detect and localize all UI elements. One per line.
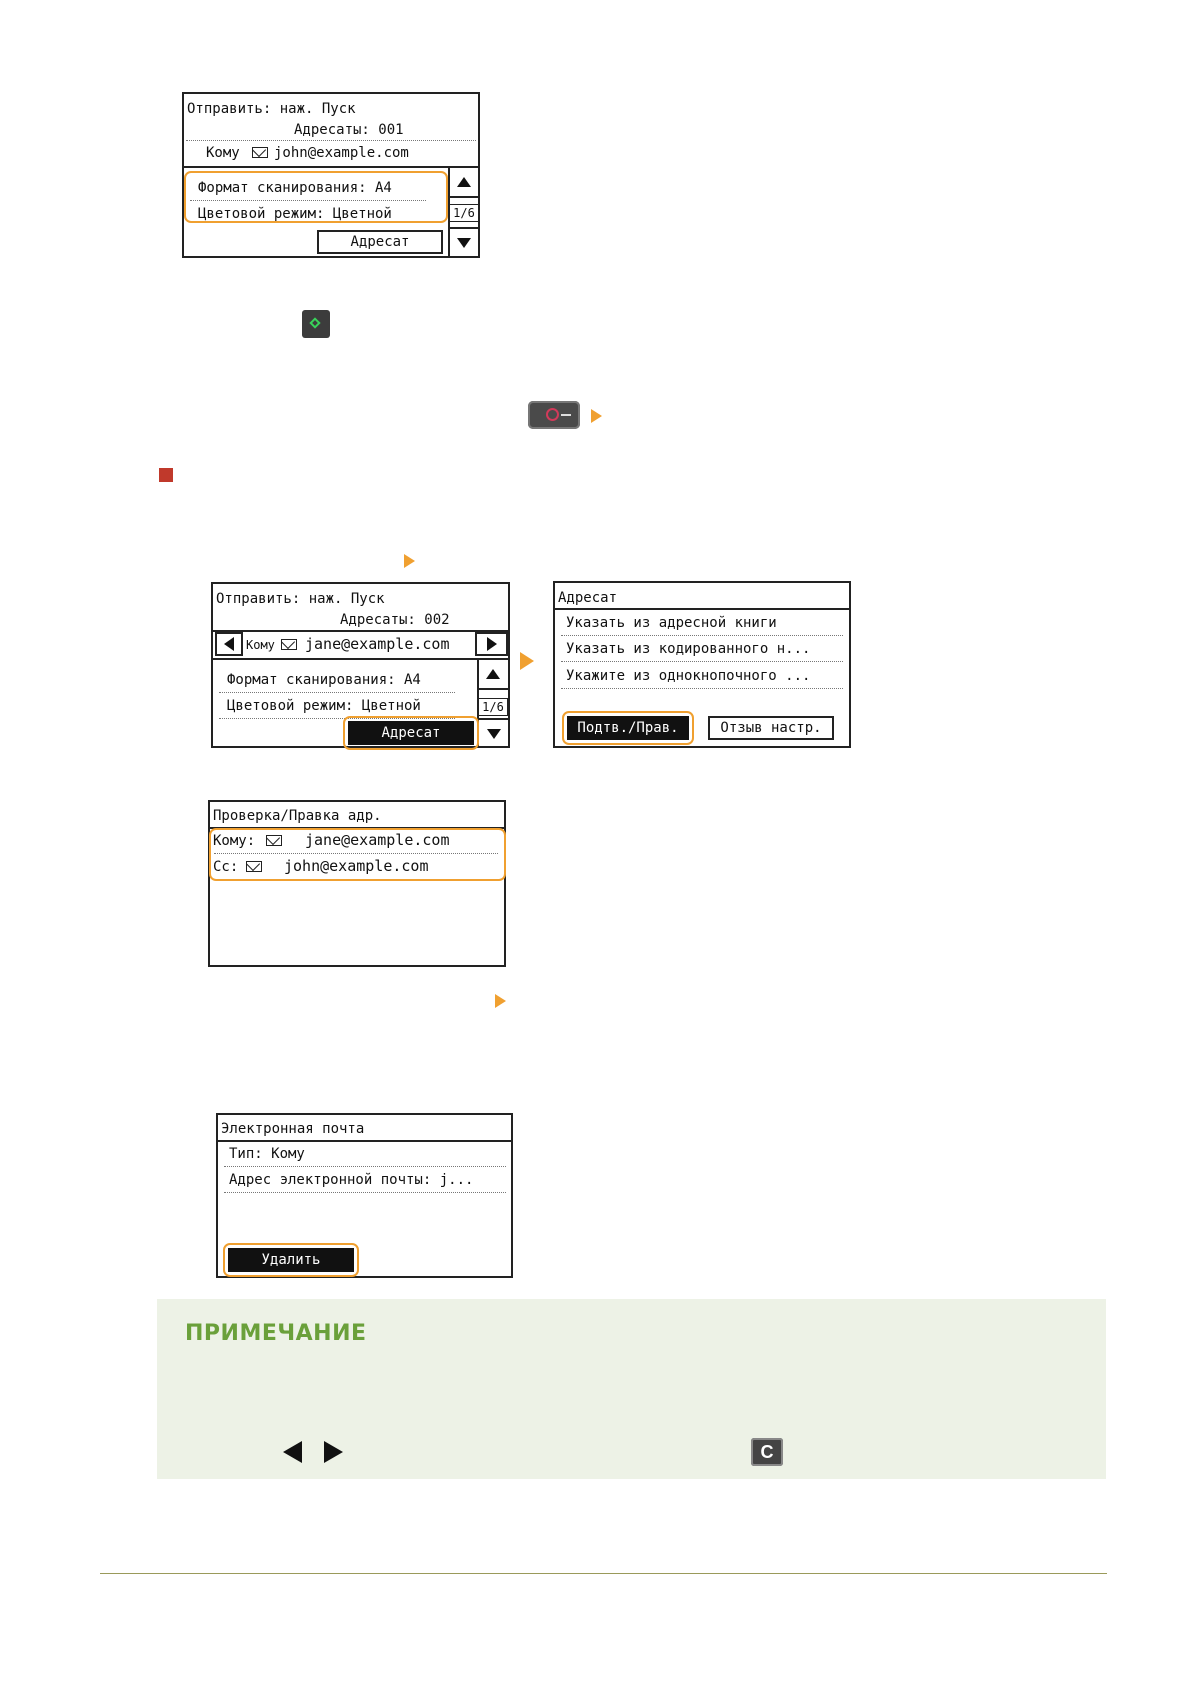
screen-title: Адресат [558,590,618,606]
color-mode-setting[interactable]: Цветовой режим: Цветной [198,206,392,222]
email-address-row[interactable]: Адрес электронной почты: j... [229,1172,474,1188]
screen-title: Электронная почта [221,1121,365,1137]
scroll-down-button[interactable] [477,718,510,748]
clear-key-icon [751,1438,783,1466]
destination-button[interactable]: Адресат [317,230,443,254]
left-arrow-icon [283,1441,302,1463]
clear-key-label: C [760,1441,774,1462]
color-mode-setting[interactable]: Цветовой режим: Цветной [227,698,421,714]
scan-format-setting[interactable]: Формат сканирования: А4 [227,672,421,688]
to-label: Кому [206,145,240,161]
scroll-up-button[interactable] [448,166,480,198]
start-key-icon [302,310,330,338]
delete-button[interactable]: Удалить [228,1248,354,1272]
cc-label: Cc: [213,859,239,875]
note-title: ПРИМЕЧАНИЕ [185,1321,367,1346]
destinations-count: Адресаты: 002 [340,612,450,628]
stop-key-icon [528,401,580,429]
settings-highlight [184,171,448,223]
destinations-count: Адресаты: 001 [294,122,404,138]
page-indicator: 1/6 [478,698,508,716]
lcd-screen-destination [553,581,851,748]
confirm-edit-highlight [562,711,694,745]
scroll-down-button[interactable] [448,227,480,258]
right-arrow-icon [324,1441,343,1463]
footer-divider [100,1573,1107,1574]
to-address: john@example.com [274,145,409,161]
lcd-screen-email [216,1113,513,1278]
coded-dial-option[interactable]: Указать из кодированного н... [566,641,811,657]
delete-button-highlight [223,1243,359,1277]
to-label: Кому: [213,833,256,849]
to-label: Кому [246,638,275,652]
to-address[interactable]: jane@example.com [305,831,450,849]
screen-status-text: Отправить: наж. Пуск [187,101,356,117]
next-step-arrow-icon [591,409,602,423]
screen-status-text: Отправить: наж. Пуск [216,591,385,607]
section-bullet-icon [159,468,173,482]
address-book-option[interactable]: Указать из адресной книги [566,615,777,631]
note-box [157,1299,1106,1479]
screen-title: Проверка/Правка адр. [213,808,382,824]
mail-icon [281,638,297,652]
flow-arrow-icon [520,652,534,670]
lcd-screen-send-2 [211,582,510,748]
destination-button-highlight [343,716,479,750]
confirm-edit-button[interactable]: Подтв./Прав. [567,716,689,740]
destination-button[interactable]: Адресат [348,721,474,745]
lcd-screen-check-edit [208,800,506,967]
type-row[interactable]: Тип: Кому [229,1146,305,1162]
cc-address[interactable]: john@example.com [284,857,429,875]
next-step-arrow-icon-3 [495,994,506,1008]
scroll-up-button[interactable] [477,658,510,690]
lcd-screen-send-1 [182,92,480,258]
next-destination-button[interactable] [475,632,508,656]
scan-format-setting[interactable]: Формат сканирования: А4 [198,180,392,196]
next-step-arrow-icon-2 [404,554,415,568]
previous-destination-button[interactable] [215,632,243,656]
addresses-highlight [209,828,506,881]
one-touch-option[interactable]: Укажите из однокнопочного ... [566,668,811,684]
page-indicator: 1/6 [449,204,479,222]
to-address: jane@example.com [305,635,450,653]
mail-icon [252,146,268,160]
recall-settings-button[interactable]: Отзыв настр. [708,716,834,740]
